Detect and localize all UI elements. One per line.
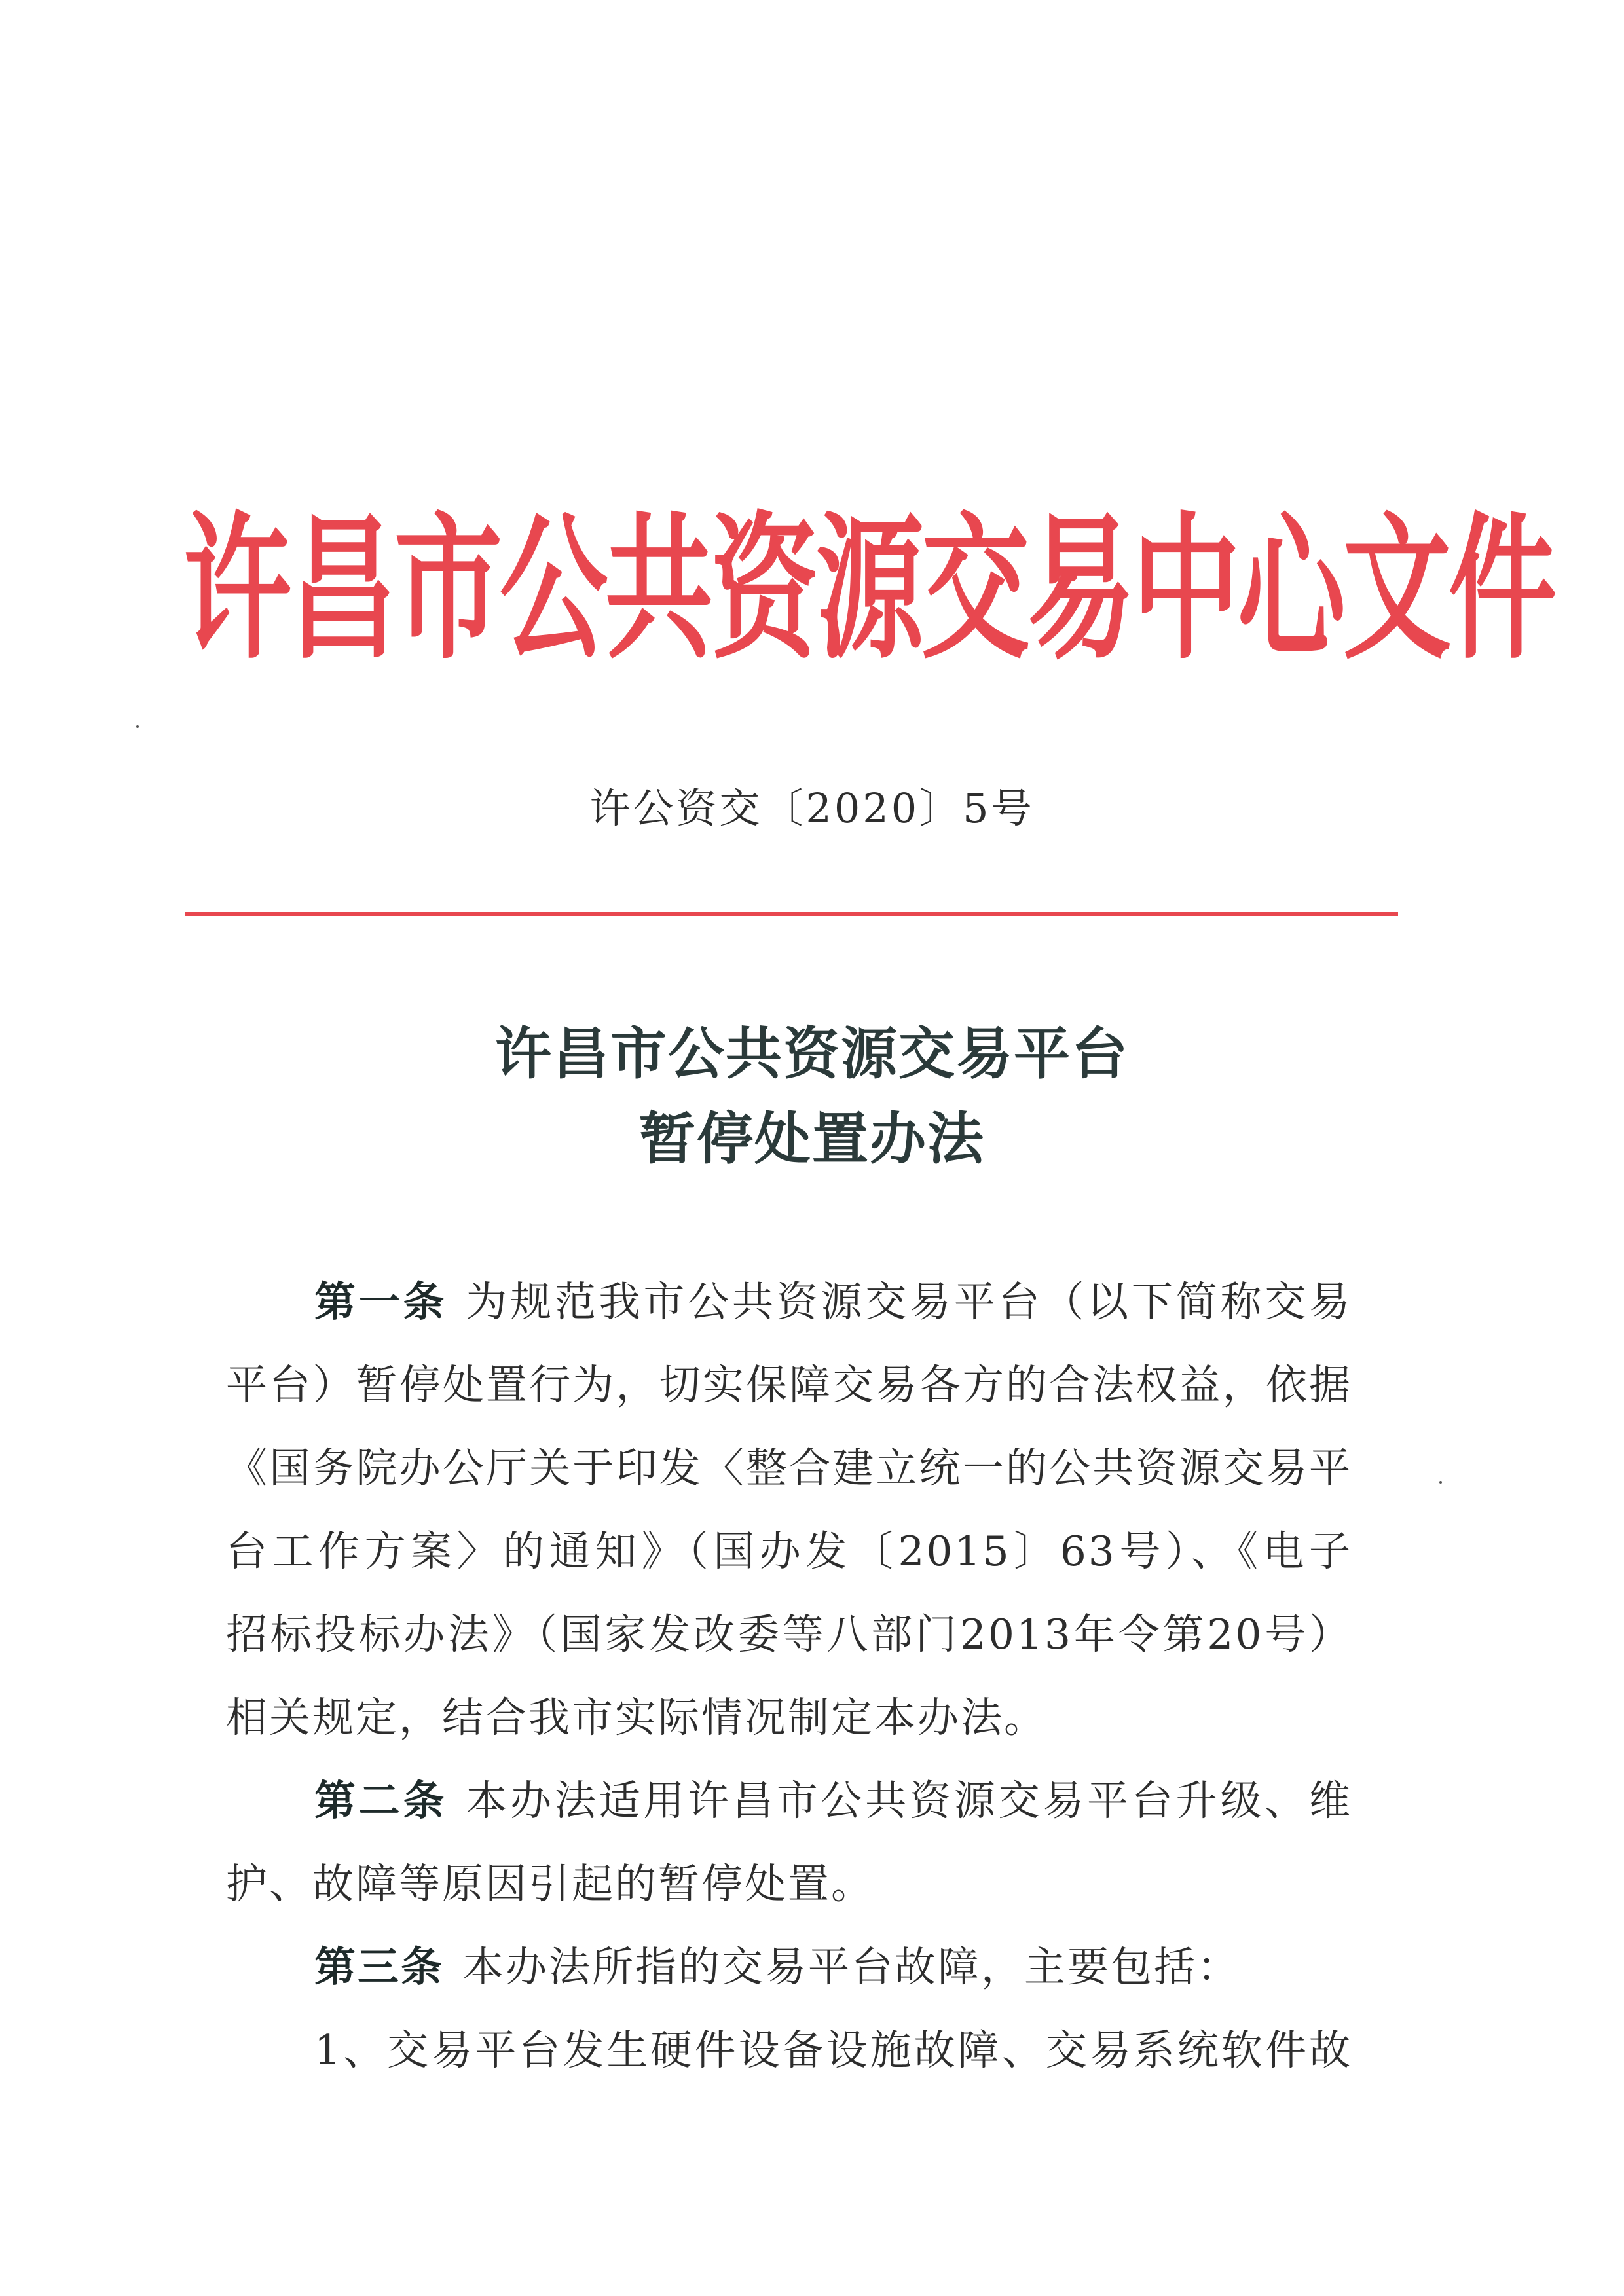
scan-speck	[1439, 1481, 1442, 1484]
article-1-line-3: 《国务院办公厅关于印发〈整合建立统一的公共资源交易平	[226, 1444, 1352, 1492]
article-3-line-1	[226, 1925, 1352, 2009]
article-2-line-2: 护、故障等原因引起的暂停处置。	[226, 1860, 874, 1908]
article-2-line-1	[226, 1759, 1352, 1842]
scan-speck	[136, 725, 139, 728]
masthead-red-header: 许昌市公共资源交易中心文件	[183, 498, 1554, 681]
list-item-1: 1、交易平台发生硬件设备设施故障、交易系统软件故	[314, 2026, 1352, 2074]
article-3-text: 本办法所指的交易平台故障，主要包括：	[462, 1943, 1240, 1991]
document-body	[226, 1260, 1352, 2092]
article-1-line-4: 台工作方案〉的通知》（国办发〔2015〕63号）、《电子	[226, 1527, 1352, 1575]
article-1-line-6: 相关规定，结合我市实际情况制定本办法。	[226, 1694, 1047, 1741]
article-3-label: 第三条	[314, 1942, 444, 1991]
article-1-line-2: 平台）暂停处置行为，切实保障交易各方的合法权益，依据	[226, 1361, 1352, 1409]
article-2-text: 本办法适用许昌市公共资源交易平台升级、维	[466, 1777, 1353, 1825]
article-1-line-1	[226, 1260, 1352, 1343]
article-1-line-5: 招标投标办法》（国家发改委等八部门2013年令第20号）	[226, 1611, 1352, 1658]
document-title-line-1: 许昌市公共资源交易平台	[495, 1021, 1129, 1087]
article-2-label: 第二条	[314, 1776, 448, 1825]
article-1-text: 为规范我市公共资源交易平台（以下简称交易	[466, 1278, 1353, 1326]
article-1-label: 第一条	[314, 1277, 448, 1326]
document-number: 许公资交〔2020〕5号	[589, 784, 1035, 832]
document-title-line-2: 暂停处置办法	[639, 1106, 985, 1172]
red-separator-rule	[185, 912, 1398, 916]
